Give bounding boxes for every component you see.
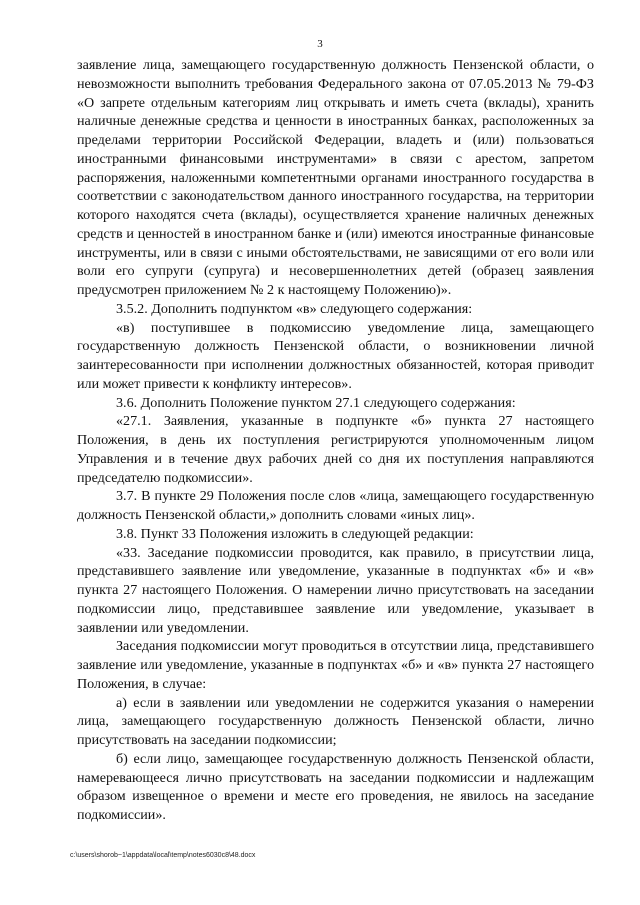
paragraph-3-8: 3.8. Пункт 33 Положения изложить в следующей редакции: (116, 525, 474, 542)
paragraph-33: «33. Заседание подкомиссии проводится, как правило, в присутствии лица, представившего заявление или уведомление, указанные в подпунктах «б» и «в» пункта 27 настоящего Положения. О намерении лично присутствовать на заседании подкомиссии лицо, представившее заявление или уведомление, указывает в заявлении или уведомлении. (77, 544, 594, 636)
document-body (77, 56, 594, 825)
paragraph-3-7: 3.7. В пункте 29 Положения после слов «лица, замещающего государственную должность Пензенской области,» дополнить словами «иных лиц». (77, 488, 594, 523)
file-path-footer: c:\users\shorob~1\appdata\local\temp\notes6030c8\48.docx (70, 852, 256, 859)
paragraph-meetings: Заседания подкомиссии могут проводиться в отсутствии лица, представившего заявление или уведомление, указанные в подпунктах «б» и «в» пункта 27 настоящего Положения, в случае: (77, 638, 594, 692)
paragraph-continuation: заявление лица, замещающего государственную должность Пензенской области, о невозможности выполнить требования Федерального закона от 07.05.2013 № 79-ФЗ «О запрете отдельным категориям лиц открывать и иметь счета (вклады), хранить наличные денежные средства и ценности в иностранных банках, расположенных за пределами территории Российской Федерации, владеть и (или) пользоваться иностранными финансовыми инструментами» в связи с арестом, запретом распоряжения, наложенными компетентными органами иностранного государства в соответствии с законодательством данного иностранного государства, на территории которого находятся счета (вклады), осуществляется хранение наличных денежных средств и ценностей в иностранном банке и (или) имеются иностранные финансовые инструменты, или в связи с иными обстоятельствами, не зависящими от его воли или воли его супруги (супруга) и несовершеннолетних детей (образец заявления предусмотрен приложением № 2 к настоящему Положению)». (77, 57, 594, 298)
paragraph-3-6: 3.6. Дополнить Положение пунктом 27.1 следующего содержания: (116, 394, 516, 411)
paragraph-case-b: б) если лицо, замещающее государственную должность Пензенской области, намеревающееся лично присутствовать на заседании подкомиссии и надлежащим образом извещенное о времени и месте его проведения, не явилось на заседание подкомиссии». (77, 750, 594, 823)
page-number: 3 (317, 38, 323, 50)
paragraph-case-a: а) если в заявлении или уведомлении не содержится указания о намерении лица, замещающего государственную должность Пензенской области, лично присутствовать на заседании подкомиссии; (77, 694, 594, 748)
paragraph-subpoint-v: «в) поступившее в подкомиссию уведомление лица, замещающего государственную должность Пензенской области, о возникновении личной заинтересованности при исполнении должностных обязанностей, которая приводит или может привести к конфликту интересов». (77, 319, 594, 392)
paragraph-27-1: «27.1. Заявления, указанные в подпункте «б» пункта 27 настоящего Положения, в день их поступления регистрируются уполномоченным лицом Управления и в течение двух рабочих дней со дня их поступления направляются председателю подкомиссии». (77, 413, 594, 486)
paragraph-3-5-2: 3.5.2. Дополнить подпунктом «в» следующего содержания: (116, 300, 473, 317)
